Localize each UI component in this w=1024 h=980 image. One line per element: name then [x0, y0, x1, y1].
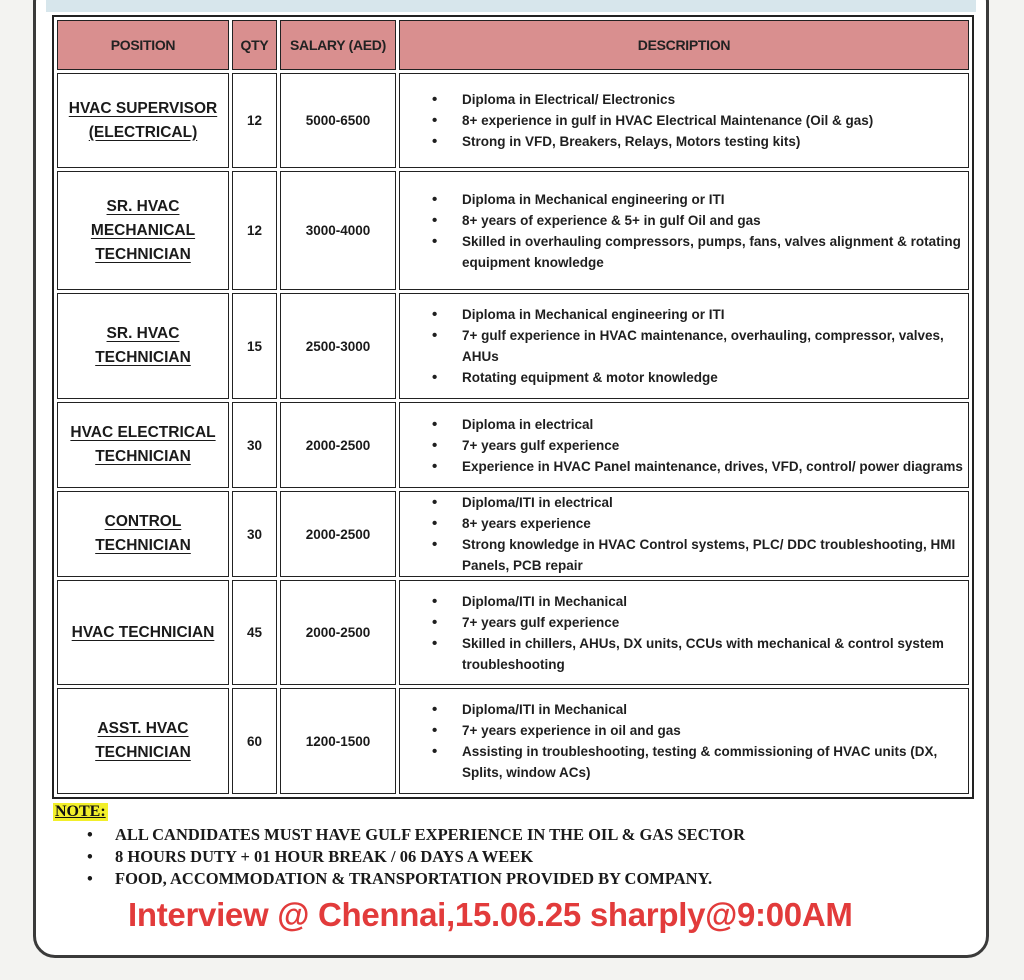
- position-title-line: HVAC ELECTRICAL: [70, 424, 216, 441]
- interview-announcement: Interview @ Chennai,15.06.25 sharply@9:00AM: [128, 896, 853, 933]
- salary-cell: 2000-2500: [280, 580, 396, 685]
- table-row: [57, 293, 969, 399]
- description-item: • 8+ years experience: [462, 513, 968, 534]
- position-title-line: TECHNICIAN: [95, 349, 191, 366]
- description-list: [400, 304, 968, 388]
- description-cell: [399, 402, 969, 488]
- header-description: DESCRIPTION: [399, 20, 969, 70]
- positions-table: [52, 15, 974, 799]
- description-cell: [399, 293, 969, 399]
- description-list: [400, 492, 968, 576]
- note-list: [87, 824, 745, 890]
- description-cell: [399, 73, 969, 168]
- description-item: • Skilled in chillers, AHUs, DX units, CCUs with mechanical & control system troubleshooting: [462, 633, 968, 675]
- qty-cell: 15: [232, 293, 277, 399]
- header-qty: QTY: [232, 20, 277, 70]
- position-cell: [57, 580, 229, 685]
- description-item: • 8+ experience in gulf in HVAC Electrical Maintenance (Oil & gas): [462, 110, 968, 131]
- qty-cell: 30: [232, 491, 277, 577]
- description-item: • Experience in HVAC Panel maintenance, drives, VFD, control/ power diagrams: [462, 456, 968, 477]
- table-row: [57, 402, 969, 488]
- table-row: [57, 73, 969, 168]
- salary-cell: 5000-6500: [280, 73, 396, 168]
- description-list: [400, 414, 968, 477]
- header-position: POSITION: [57, 20, 229, 70]
- description-item: • Rotating equipment & motor knowledge: [462, 367, 968, 388]
- note-item: • ALL CANDIDATES MUST HAVE GULF EXPERIENCE IN THE OIL & GAS SECTOR: [87, 824, 745, 846]
- description-item: • Diploma/ITI in electrical: [462, 492, 968, 513]
- description-item: • Assisting in troubleshooting, testing & commissioning of HVAC units (DX, Splits, window ACs): [462, 741, 968, 783]
- position-title-line: SR. HVAC: [106, 197, 180, 215]
- position-title-line: HVAC SUPERVISOR: [68, 99, 218, 117]
- position-cell: [57, 688, 229, 794]
- qty-cell: 12: [232, 171, 277, 290]
- table-row: [57, 171, 969, 290]
- description-item: • Strong knowledge in HVAC Control systems, PLC/ DDC troubleshooting, HMI Panels, PCB repair: [462, 534, 968, 576]
- description-list: [400, 89, 968, 152]
- top-strip: [46, 0, 976, 12]
- table-row: [57, 491, 969, 577]
- salary-cell: 2000-2500: [280, 402, 396, 488]
- position-title-line: TECHNICIAN: [95, 245, 191, 263]
- description-item: • 7+ years gulf experience: [462, 612, 968, 633]
- position-cell: [57, 171, 229, 290]
- description-item: • Diploma in Mechanical engineering or ITI: [462, 304, 968, 325]
- description-list: [400, 591, 968, 675]
- salary-cell: 3000-4000: [280, 171, 396, 290]
- description-cell: [399, 580, 969, 685]
- description-item: • 7+ years experience in oil and gas: [462, 720, 968, 741]
- description-item: • Diploma in Electrical/ Electronics: [462, 89, 968, 110]
- table-row: [57, 688, 969, 794]
- description-item: • 7+ years gulf experience: [462, 435, 968, 456]
- description-item: • Skilled in overhauling compressors, pumps, fans, valves alignment & rotating equipment knowledge: [462, 231, 968, 273]
- description-list: [400, 189, 968, 273]
- description-item: • Diploma in electrical: [462, 414, 968, 435]
- position-title-line: ASST. HVAC: [97, 720, 189, 737]
- position-title-line: CONTROL: [104, 513, 182, 530]
- salary-cell: 2000-2500: [280, 491, 396, 577]
- salary-cell: 1200-1500: [280, 688, 396, 794]
- description-item: • Diploma/ITI in Mechanical: [462, 699, 968, 720]
- position-cell: [57, 73, 229, 168]
- position-cell: [57, 293, 229, 399]
- note-label: NOTE:: [55, 803, 106, 820]
- position-cell: [57, 491, 229, 577]
- position-title-line: TECHNICIAN: [95, 744, 191, 761]
- description-list: [400, 699, 968, 783]
- qty-cell: 60: [232, 688, 277, 794]
- description-item: • 8+ years of experience & 5+ in gulf Oil and gas: [462, 210, 968, 231]
- description-item: • Diploma in Mechanical engineering or ITI: [462, 189, 968, 210]
- position-title-line: TECHNICIAN: [95, 537, 191, 554]
- description-cell: [399, 171, 969, 290]
- note-item: • FOOD, ACCOMMODATION & TRANSPORTATION PROVIDED BY COMPANY.: [87, 868, 745, 890]
- position-title-line: (ELECTRICAL): [88, 123, 198, 141]
- position-title-line: HVAC TECHNICIAN: [71, 623, 215, 641]
- description-cell: [399, 688, 969, 794]
- table-row: [57, 580, 969, 685]
- position-title-line: TECHNICIAN: [95, 448, 191, 465]
- header-salary: SALARY (AED): [280, 20, 396, 70]
- salary-cell: 2500-3000: [280, 293, 396, 399]
- table-header-row: [57, 20, 969, 70]
- position-title-line: MECHANICAL: [90, 221, 196, 239]
- description-item: • 7+ gulf experience in HVAC maintenance, overhauling, compressor, valves, AHUs: [462, 325, 968, 367]
- position-title-line: SR. HVAC: [106, 325, 180, 342]
- description-item: • Diploma/ITI in Mechanical: [462, 591, 968, 612]
- position-cell: [57, 402, 229, 488]
- description-item: • Strong in VFD, Breakers, Relays, Motors testing kits): [462, 131, 968, 152]
- qty-cell: 12: [232, 73, 277, 168]
- qty-cell: 30: [232, 402, 277, 488]
- description-cell: [399, 491, 969, 577]
- qty-cell: 45: [232, 580, 277, 685]
- note-item: • 8 HOURS DUTY + 01 HOUR BREAK / 06 DAYS A WEEK: [87, 846, 745, 868]
